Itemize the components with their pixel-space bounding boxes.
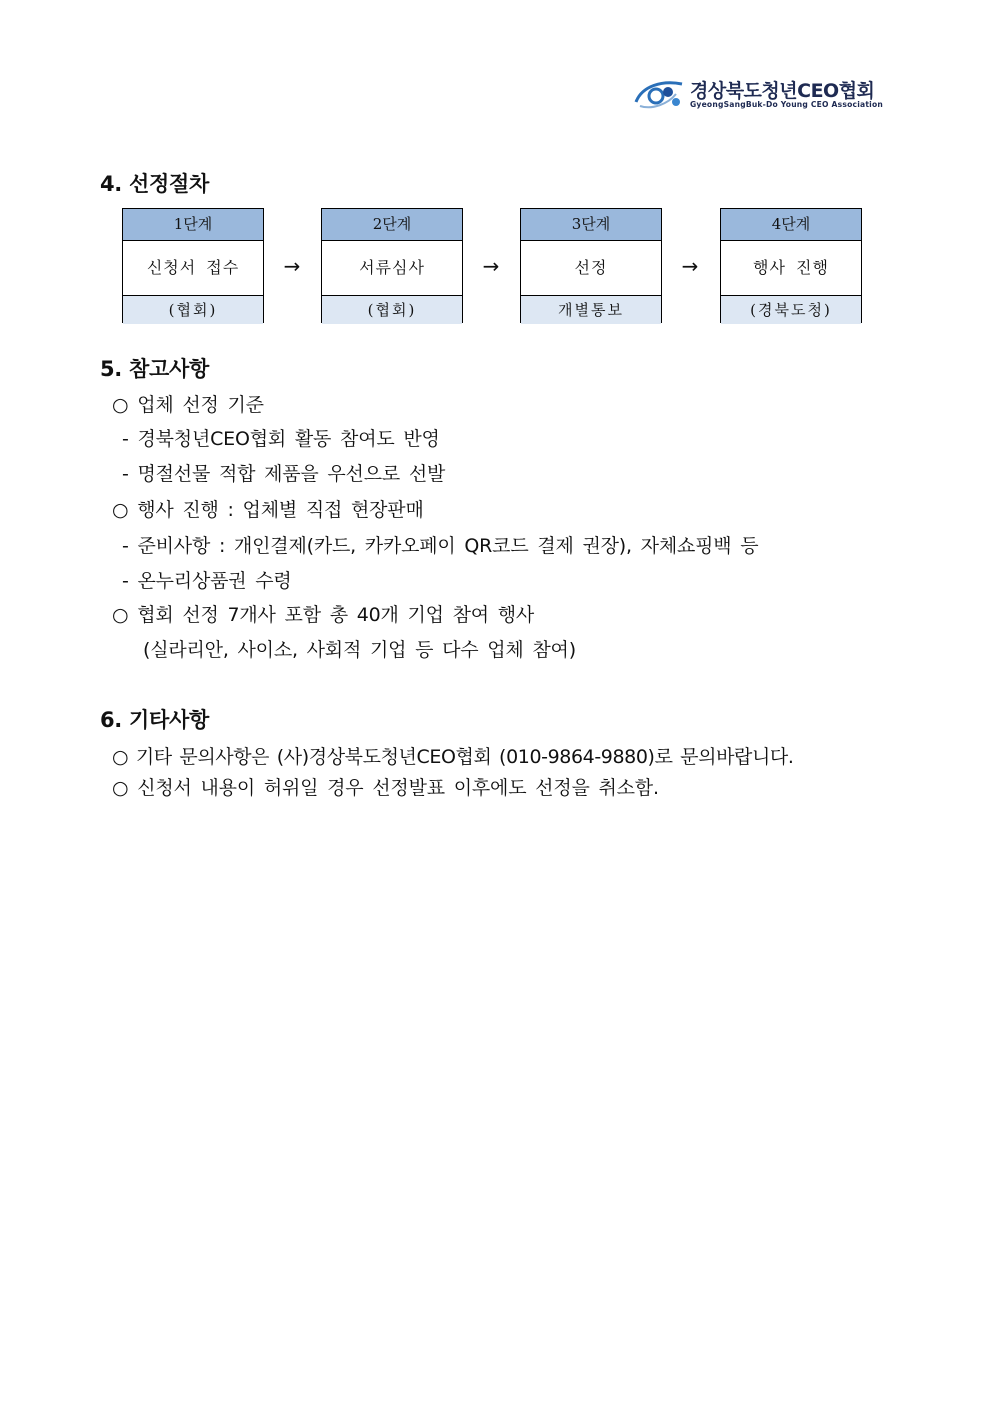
notice-bullet: ○ 업체 선정 기준: [112, 394, 264, 416]
section-6-title: 6. 기타사항: [100, 708, 209, 732]
step-2-foot: (협회): [322, 295, 462, 324]
step-arrow-1: →: [283, 254, 301, 278]
step-2-head: 2단계: [322, 209, 462, 241]
notice-bullet: ○ 협회 선정 7개사 포함 총 40개 기업 참여 행사: [112, 604, 535, 626]
step-1-body: 신청서 접수: [146, 258, 240, 277]
other-bullet: ○ 신청서 내용이 허위일 경우 선정발표 이후에도 선정을 취소함.: [112, 777, 659, 799]
step-1-head: 1단계: [123, 209, 263, 241]
step-3-head: 3단계: [521, 209, 661, 241]
step-3-foot: 개별통보: [521, 295, 661, 324]
step-3-box: [520, 208, 662, 323]
notice-sub-item: - 온누리상품권 수령: [122, 570, 292, 592]
notice-sub-item: - 경북청년CEO협회 활동 참여도 반영: [122, 428, 440, 450]
other-bullet: ○ 기타 문의사항은 (사)경상북도청년CEO협회 (010-9864-9880)로 문의바랍니다.: [112, 746, 794, 768]
step-arrow-2: →: [482, 254, 500, 278]
association-logo: [632, 74, 892, 114]
notice-sub-item: - 준비사항 : 개인결제(카드, 카카오페이 QR코드 결제 권장), 자체쇼핑백 등: [122, 535, 759, 557]
step-arrow-3: →: [681, 254, 699, 278]
step-4-body: 행사 진행: [753, 258, 829, 277]
notice-sub-item: - 명절선물 적합 제품을 우선으로 선발: [122, 463, 446, 485]
step-4-head: 4단계: [721, 209, 861, 241]
logo-emblem-icon: [632, 76, 688, 112]
section-4-title: 4. 선정절차: [100, 172, 209, 196]
step-2-body: 서류심사: [359, 258, 425, 277]
step-3-body: 선정: [574, 258, 608, 277]
logo-name: 경상북도청년CEO협회: [690, 80, 875, 102]
notice-continuation: (실라리안, 사이소, 사회적 기업 등 다수 업체 참여): [143, 639, 576, 661]
section-5-title: 5. 참고사항: [100, 357, 209, 381]
step-1-box: [122, 208, 264, 323]
step-2-box: [321, 208, 463, 323]
logo-subtitle: GyeongSangBuk-Do Young CEO Association: [690, 100, 883, 109]
step-4-box: [720, 208, 862, 323]
step-1-foot: (협회): [123, 295, 263, 324]
step-4-foot: (경북도청): [721, 295, 861, 324]
notice-bullet: ○ 행사 진행 : 업체별 직접 현장판매: [112, 499, 424, 521]
